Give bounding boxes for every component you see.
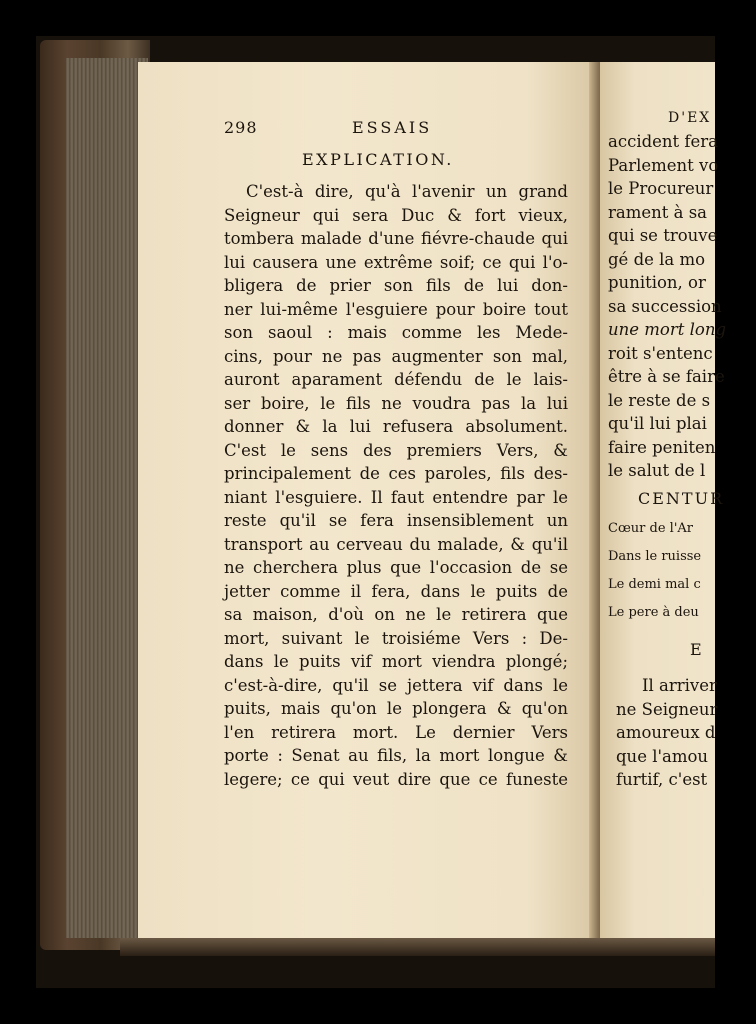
text-line: punition, or — [608, 273, 706, 292]
text-line: furtif, c'est — [616, 770, 708, 789]
text-line: son saoul : mais comme les Mede- — [224, 323, 568, 342]
running-head: ESSAIS — [352, 118, 433, 137]
text-line: Il arriver — [642, 676, 717, 695]
text-line: tombera malade d'une fiévre-chaude qui — [224, 229, 568, 248]
right-sub-heading: E — [690, 640, 704, 659]
text-line: jetter comme il fera, dans le puits de — [224, 581, 568, 601]
text-line: le Procureur — [608, 179, 714, 198]
text-line: qui se trouve — [608, 226, 718, 245]
text-line: ser boire, le fils ne voudra pas la lui — [224, 393, 568, 413]
text-line: rament à sa — [608, 202, 708, 222]
text-line: que l'amou — [616, 746, 709, 766]
text-line: auront aparament défendu de le lais- — [224, 370, 568, 389]
verse-line: Dans le ruisse — [608, 548, 702, 564]
right-heading: CENTUR — [638, 488, 725, 508]
page-number: 298 — [224, 118, 258, 137]
text-line: une mort long — [608, 320, 727, 339]
verse-line: Cœur de l'Ar — [608, 520, 694, 536]
text-line: accident fera — [608, 132, 719, 151]
text-line: faire peniten — [608, 437, 716, 457]
text-line: cins, pour ne pas augmenter son mal, — [224, 346, 568, 366]
text-line: amoureux d — [616, 723, 716, 742]
text-line: le reste de s — [608, 390, 711, 410]
text-line: ne Seigneur — [616, 699, 718, 719]
text-line: roit s'entenc — [608, 343, 713, 363]
text-line: legere; ce qui veut dire que ce funeste — [224, 769, 568, 789]
text-line: reste qu'il se fera insensiblement un — [224, 511, 568, 530]
text-line: principalement de ces paroles, fils des- — [224, 464, 568, 483]
verse-line: Le demi mal c — [608, 576, 701, 592]
right-body-text — [608, 130, 748, 627]
text-line: qu'il lui plai — [608, 414, 707, 433]
section-title: EXPLICATION. — [302, 150, 454, 169]
text-line: dans le puits vif mort viendra plongé; — [224, 652, 568, 671]
text-line: porte : Senat au fils, la mort longue & — [224, 746, 568, 765]
text-line: être à se faire — [608, 367, 725, 386]
text-line: sa succession — [608, 296, 722, 316]
text-line: niant l'esguiere. Il faut entendre par le — [224, 487, 568, 507]
text-line: ner lui-même l'esguiere pour boire tout — [224, 299, 568, 319]
text-line: mort, suivant le troisiéme Vers : De- — [224, 628, 568, 648]
right-page-clip — [600, 62, 727, 946]
text-line: ne cherchera plus que l'occasion de se — [224, 558, 568, 577]
text-line: l'en retirera mort. Le dernier Vers — [224, 722, 568, 742]
text-line: c'est-à-dire, qu'il se jettera vif dans le — [224, 675, 568, 695]
right-body-text-2 — [616, 674, 756, 792]
right-running-head: D'EX — [668, 110, 712, 126]
text-line: puits, mais qu'on le plongera & qu'on — [224, 699, 568, 718]
text-line: lui causera une extrême soif; ce qui l'o- — [224, 252, 568, 272]
text-line: le salut de l — [608, 461, 706, 480]
text-line: bligera de prier son fils de lui don- — [224, 276, 568, 295]
text-line: donner & la lui refusera absolument. — [224, 417, 568, 436]
text-line: C'est-à dire, qu'à l'avenir un grand — [246, 182, 568, 201]
text-line: C'est le sens des premiers Vers, & — [224, 440, 568, 460]
text-line: sa maison, d'où on ne le retirera que — [224, 605, 568, 624]
text-line: Parlement vo — [608, 155, 719, 175]
text-line: transport au cerveau du malade, & qu'il — [224, 534, 568, 554]
text-line: gé de la mo — [608, 249, 706, 269]
text-line: Seigneur qui sera Duc & fort vieux, — [224, 205, 568, 225]
verse-line: Le pere à deu — [608, 604, 699, 620]
